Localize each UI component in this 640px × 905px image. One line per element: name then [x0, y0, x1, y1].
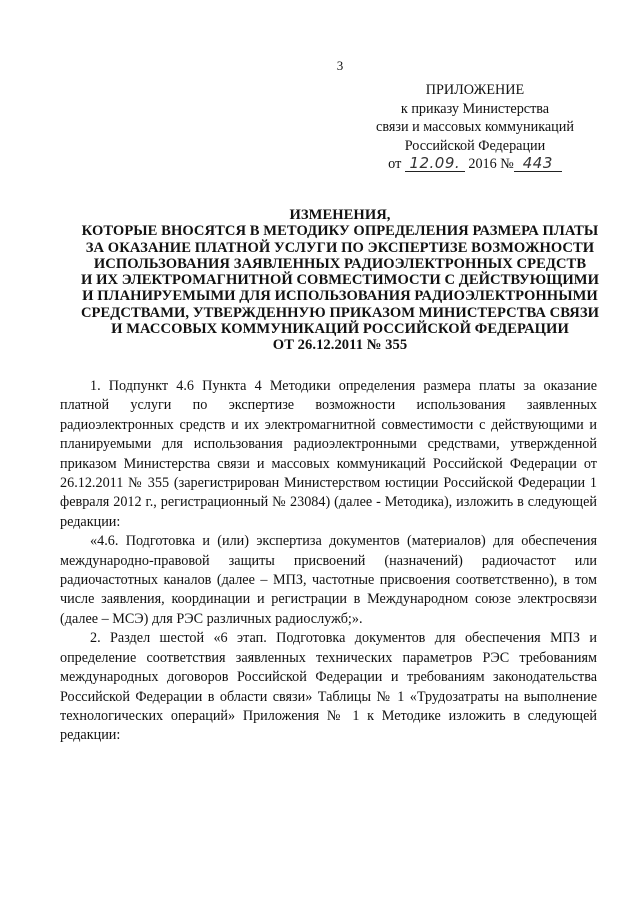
- document-body: [60, 377, 597, 746]
- title-line: ЗА ОКАЗАНИЕ ПЛАТНОЙ УСЛУГИ ПО ЭКСПЕРТИЗЕ ВОЗМОЖНОСТИ: [85, 239, 595, 256]
- title-line: И ИХ ЭЛЕКТРОМАГНИТНОЙ СОВМЕСТИМОСТИ С ДЕЙСТВУЮЩИМИ: [81, 272, 599, 289]
- title-line: КОТОРЫЕ ВНОСЯТСЯ В МЕТОДИКУ ОПРЕДЕЛЕНИЯ РАЗМЕРА ПЛАТЫ: [81, 223, 599, 240]
- annex-line-3: Российской Федерации: [404, 137, 546, 154]
- number-label: №: [500, 156, 514, 172]
- document-title: [40, 207, 640, 354]
- year: 2016: [468, 156, 497, 172]
- paragraph-3: 2. Раздел шестой «6 этап. Подготовка документов для обеспечения МПЗ и определение соответствия заявленных технических параметров РЭС требованиям международных договоров Российской Федерации и требованиям законодательства Российской Федерации в области связи» Таблицы № 1 «Трудозатраты на выполнение технологических операций» Приложения № 1 к Методике изложить в следующей редакции:: [60, 630, 597, 744]
- title-line: ИЗМЕНЕНИЯ,: [289, 207, 391, 223]
- page-number: 3: [336, 58, 344, 73]
- paragraph-1: 1. Подпункт 4.6 Пункта 4 Методики определения размера платы за оказание платной услуги по экспертизе возможности использования заявленных радиоэлектронных средств и их электромагнитной совместимости с действующими и планируемыми для использования радиоэлектронными средствами, утвержденной приказом Министерства связи и массовых коммуникаций Российской Федерации от 26.12.2011 № 355 (зарегистрирован Министерством юстиции Российской Федерации 1 февраля 2012 г., регистрационный № 23084) (далее - Методика), изложить в следующей редакции:: [60, 378, 597, 530]
- paragraph-2: «4.6. Подготовка и (или) экспертиза документов (материалов) для обеспечения международно-правовой защиты присвоений (назначений) радиочастот или радиочастотных каналов (далее – МПЗ, частотные присвоения соответственно), в том числе заявления, координации и регистрации в Международном союзе электросвязи (далее – МСЭ) для РЭС различных радиослужб;».: [60, 533, 597, 627]
- annex-line-1: к приказу Министерства: [400, 100, 550, 117]
- annex-date-line: [355, 155, 595, 174]
- title-line: ИСПОЛЬЗОВАНИЯ ЗАЯВЛЕННЫХ РАДИОЭЛЕКТРОННЫХ СРЕДСТВ: [93, 255, 587, 272]
- handwritten-date: 12.09.: [405, 155, 465, 172]
- title-line: И МАССОВЫХ КОММУНИКАЦИЙ РОССИЙСКОЙ ФЕДЕРАЦИИ: [111, 321, 569, 338]
- handwritten-number: 443: [514, 155, 562, 172]
- title-line: И ПЛАНИРУЕМЫМИ ДЛЯ ИСПОЛЬЗОВАНИЯ РАДИОЭЛЕКТРОННЫМИ: [82, 288, 598, 305]
- from-label: от: [388, 156, 402, 172]
- annex-title: ПРИЛОЖЕНИЕ: [425, 82, 525, 98]
- title-line: СРЕДСТВАМИ, УТВЕРЖДЕННУЮ ПРИКАЗОМ МИНИСТЕРСТВА СВЯЗИ: [80, 304, 600, 321]
- annex-header: [355, 81, 595, 174]
- title-line: ОТ 26.12.2011 № 355: [272, 337, 408, 354]
- annex-line-2: связи и массовых коммуникаций: [376, 119, 574, 135]
